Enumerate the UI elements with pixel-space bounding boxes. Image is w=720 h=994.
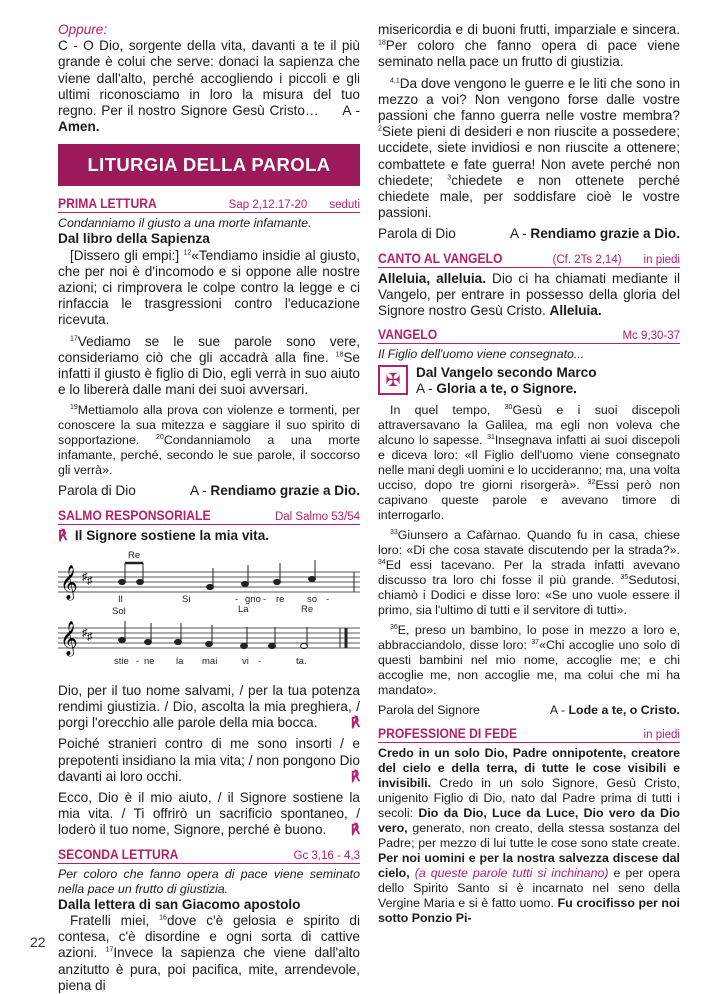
- gospel-acclamation: Alleluia, alleluia. Dio ci ha chiamati mediante il Vangelo, per entrare in possesso della gloria del Signore nostro Gesù Cristo. Alleluia.: [378, 270, 680, 319]
- reading-paragraph: misericordia e di buoni frutti, imparziale e sincera. $^{18}$Per coloro che fanno opera di pace viene seminato nella pace un frutto di giustizia.: [378, 22, 680, 70]
- reading-paragraph: $^{17}$Vediamo se le sue parole sono vere, consideriamo ciò che gli accadrà alla fine. $^{18}$Se infatti il giusto è figlio di Dio, egli verrà in suo aiuto e lo libererà dalle mani dei suoi avversari.: [58, 333, 360, 398]
- response-glyph: ℟: [58, 527, 68, 544]
- psalm-stanza: Dio, per il tuo nome salvami, / per la tua potenza rendimi giustizia. / Dio, ascolta la mia preghiera, / porgi l'orecchio alle parole della mia bocca. ℟: [58, 682, 360, 732]
- psalm-stanza: Poiché stranieri contro di me sono insorti / e prepotenti insidiano la mia vita; / non pongono Dio davanti ai loro occhi. ℟: [58, 736, 360, 785]
- amen-response: Amen.: [58, 119, 100, 135]
- reading-source: Dal libro della Sapienza: [58, 231, 210, 247]
- svg-text:ne: ne: [144, 655, 155, 667]
- svg-text:la: la: [176, 655, 184, 667]
- liturgy-banner: LITURGIA DELLA PAROLA: [58, 144, 360, 186]
- svg-text:ta.: ta.: [296, 655, 307, 667]
- svg-text:re: re: [276, 593, 285, 605]
- salmo-header: [58, 508, 360, 525]
- reading-subtitle: Condanniamo il giusto a una morte infamante.: [58, 216, 312, 231]
- svg-text:♯: ♯: [87, 574, 93, 587]
- posture-label: in piedi: [643, 728, 680, 741]
- credo-header: [378, 726, 680, 743]
- scripture-ref: Mc 9,30-37: [622, 330, 680, 343]
- svg-text:-: -: [136, 655, 140, 667]
- svg-text:gno: gno: [245, 593, 261, 605]
- prima-lettura-header: [58, 196, 360, 213]
- reading-paragraph: In quel tempo, $^{30}$Gesù e i suoi discepoli attraversavano la Galilea, ma egli non voleva che alcuno lo sapesse. $^{31}$Insegnava infatti ai suoi discepoli e diceva loro: «Il Figlio dell'uomo viene consegnato nelle mani degli uomini e lo uccideranno; ma, una volta ucciso, dopo tre giorni risorgerà». $^{32}$Essi però non capivano queste parole e avevano timore di interrogarlo.: [378, 402, 680, 522]
- reading-paragraph: [Dissero gli empi:] $^{12}$«Tendiamo insidie al giusto, che per noi è d'incomodo e si oppone alle nostre azioni; ci rimprovera le colpe contro la legge e ci rinfaccia le trasgressioni contro l'educazione ricevuta.: [58, 247, 360, 328]
- reading-paragraph: $^{33}$Giunsero a Cafàrnao. Quando fu in casa, chiese loro: «Di che cosa stavate discutendo per la strada?». $^{34}$Ed essi tacevano. Per la strada infatti avevano discusso tra loro chi fosse il più grande. $^{35}$Sedutosi, chiamò i Dodici e disse loro: «Se uno vuole essere il primo, sia l'ultimo di tutti e il servitore di tutti».: [378, 527, 680, 617]
- svg-text:-: -: [263, 593, 267, 605]
- reading-source: Dalla lettera di san Giacomo apostolo: [58, 896, 301, 912]
- scripture-ref: Sap 2,12.17-20: [228, 199, 308, 212]
- svg-text:-: -: [235, 593, 239, 605]
- reading-paragraph: $^{4,1}$Da dove vengono le guerre e le liti che sono in mezzo a voi? Non vengono forse dalle vostre passioni che fanno guerra nelle vostre membra? $^2$Siete pieni di desideri e non riuscite a possedere; uccidete, siete invidiosi e non riuscite a ottenere; combattete e fate guerra! Non avete perché non chiedete; $^3$chiedete e non ottenete perché chiedete male, per soddisfare cioè le vostre passioni.: [378, 75, 680, 221]
- psalm-refrain: ℟ Il Signore sostiene la mia vita.: [58, 527, 270, 544]
- svg-text:Re: Re: [301, 603, 314, 615]
- posture-label: in piedi: [643, 253, 680, 266]
- music-score: [58, 548, 360, 672]
- svg-text:La: La: [238, 603, 249, 615]
- reading-source: Dal Vangelo secondo Marco: [416, 365, 597, 381]
- treble-clef-icon: 𝄞: [60, 564, 78, 600]
- gospel-response: Parola del Signore A - Lode a te, o Cristo.: [378, 702, 680, 717]
- svg-text:Re: Re: [128, 549, 141, 561]
- svg-text:-: -: [326, 593, 330, 605]
- canto-header: [378, 251, 680, 268]
- svg-text:Il: Il: [118, 593, 123, 605]
- reading-paragraph: $^{36}$E, preso un bambino, lo pose in mezzo a loro e, abbracciandolo, disse loro: $^{37}$«Chi accoglie uno solo di questi bambini nel mio nome, accoglie me; e chi accoglie me, non accoglie me, ma colui che mi ha mandato».: [378, 622, 680, 697]
- right-column: [378, 22, 680, 926]
- svg-text:Sol: Sol: [112, 605, 126, 617]
- section-title: SALMO RESPONSORIALE: [58, 507, 211, 523]
- treble-clef-icon: 𝄞: [60, 620, 78, 656]
- left-column: [58, 22, 360, 994]
- scripture-ref: Dal Salmo 53/54: [274, 510, 360, 523]
- scripture-ref: Gc 3,16 - 4,3: [293, 849, 360, 862]
- reading-response: Parola di Dio A - Rendiamo grazie a Dio.: [58, 483, 360, 499]
- svg-text:mai: mai: [202, 655, 218, 667]
- svg-text:-: -: [258, 655, 262, 667]
- reading-subtitle: Il Figlio dell'uomo viene consegnato...: [378, 347, 585, 362]
- section-title: VANGELO: [378, 327, 438, 343]
- psalm-stanza: Ecco, Dio è il mio aiuto, / il Signore sostiene la mia vita. / Ti offrirò un sacrificio spontaneo, / loderò il tuo nome, Signore, perché è buono. ℟: [58, 790, 360, 839]
- vangelo-header: [378, 327, 680, 344]
- gospel-book-icon: ✠: [378, 365, 408, 395]
- seconda-lettura-header: [58, 847, 360, 864]
- section-title: PROFESSIONE DI FEDE: [378, 725, 518, 741]
- page-number: 22: [30, 934, 46, 950]
- music-staff: [58, 548, 360, 677]
- collect-prayer: C - O Dio, sorgente della vita, davanti a te il più grande è colui che serve: donaci la sapienza che viene dall'alto, perché accogliendo i piccoli e gli ultimi riconosciamo in loro la misura del tuo regno. Per il nostro Signore Gesù Cristo… A - Amen.: [58, 38, 360, 135]
- creed-text: Credo in un solo Dio, Padre onnipotente, creatore del cielo e della terra, di tutte le cose visibili e invisibili. Credo in un solo Signore, Gesù Cristo, unigenito Figlio di Dio, nato dal Padre prima di tutti i secoli: Dio da Dio, Luce da Luce, Dio vero da Dio vero, generato, non creato, della stessa sostanza del Padre; per mezzo di lui tutte le cose sono state create. Per noi uomini e per la nostra salvezza discese dal cielo, (a queste parole tutti si inchinano) e per opera dello Spirito Santo si è incarnato nel seno della Vergine Maria e si è fatto uomo. Fu crocifisso per noi sotto Ponzio Pi-: [378, 745, 680, 925]
- reading-response: Parola di Dio A - Rendiamo grazie a Dio.: [378, 226, 680, 242]
- svg-text:stie: stie: [114, 655, 129, 667]
- key-signature-icon: ♯: [82, 570, 88, 583]
- section-title: CANTO AL VANGELO: [378, 250, 503, 266]
- key-signature-icon: ♯: [82, 626, 88, 639]
- svg-text:♯: ♯: [87, 630, 93, 643]
- gospel-intro: ✠ Dal Vangelo secondo Marco A - Gloria a te, o Signore.: [378, 365, 680, 397]
- svg-text:Si: Si: [182, 593, 191, 605]
- posture-label: seduti: [329, 199, 360, 212]
- oppure-label: Oppure:: [58, 22, 108, 37]
- reading-paragraph: Fratelli miei, $^{16}$dove c'è gelosia e spirito di contesa, c'è disordine e ogni sorta di cattive azioni. $^{17}$Invece la sapienza che viene dall'alto anzitutto è pura, poi pacifica, mite, arrendevole, piena di: [58, 912, 361, 993]
- reading-subtitle: Per coloro che fanno opera di pace viene seminato nella pace un frutto di giustizia.: [58, 866, 360, 896]
- reading-paragraph: $^{19}$Mettiamolo alla prova con violenze e tormenti, per conoscere la sua mitezza e saggiare il suo spirito di sopportazione. $^{20}$Condanniamolo a una morte infamante, perché, secondo le sue parole, il soccorso gli verrà».: [58, 403, 360, 478]
- scripture-ref: (Cf. 2Ts 2,14): [552, 253, 622, 266]
- section-title: SECONDA LETTURA: [58, 846, 179, 862]
- svg-text:so: so: [307, 593, 318, 605]
- svg-text:vi: vi: [242, 655, 249, 667]
- section-title: PRIMA LETTURA: [58, 196, 157, 212]
